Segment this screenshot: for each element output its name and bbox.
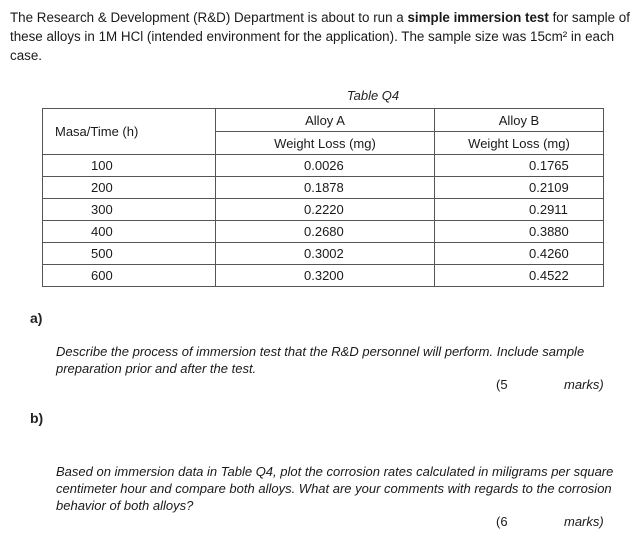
cell-time: 300 — [43, 199, 216, 221]
cell-time: 600 — [43, 265, 216, 287]
cell-time: 100 — [43, 155, 216, 177]
cell-alloy-a: 0.0026 — [216, 155, 435, 177]
header-weight-loss-b: Weight Loss (mg) — [435, 132, 604, 155]
data-table — [42, 108, 604, 287]
table-row — [43, 265, 604, 287]
header-weight-loss-a: Weight Loss (mg) — [216, 132, 435, 155]
table-row — [43, 243, 604, 265]
cell-alloy-b: 0.2109 — [435, 177, 604, 199]
cell-alloy-a: 0.3002 — [216, 243, 435, 265]
header-time: Masa/Time (h) — [43, 109, 216, 155]
header-alloy-a: Alloy A — [216, 109, 435, 132]
cell-alloy-b: 0.4522 — [435, 265, 604, 287]
question-b-label: b) — [30, 410, 44, 426]
intro-text-2: for sample of these alloys in 1M HCl (intended environment for the application). The sample size was 15cm² in each case. — [10, 10, 630, 63]
cell-alloy-b: 0.2911 — [435, 199, 604, 221]
table-row — [43, 177, 604, 199]
table-row — [43, 221, 604, 243]
question-a-marks-word: marks) — [564, 377, 604, 392]
cell-alloy-a: 0.1878 — [216, 177, 435, 199]
cell-alloy-a: 0.2680 — [216, 221, 435, 243]
cell-alloy-a: 0.3200 — [216, 265, 435, 287]
question-a-label: a) — [30, 310, 43, 326]
question-a-text: Describe the process of immersion test that the R&D personnel will perform. Include sample preparation prior and after the test. — [56, 344, 585, 376]
cell-alloy-b: 0.3880 — [435, 221, 604, 243]
question-b-marks-word: marks) — [564, 514, 604, 529]
table-header-row-1 — [43, 109, 604, 132]
cell-alloy-b: 0.4260 — [435, 243, 604, 265]
question-b-text: Based on immersion data in Table Q4, plot the corrosion rates calculated in miligrams per square centimeter hour and compare both alloys. What are your comments with regards to the corrosion behavior of both alloys? — [56, 464, 614, 513]
cell-alloy-b: 0.1765 — [435, 155, 604, 177]
cell-time: 200 — [43, 177, 216, 199]
intro-bold-text: simple immersion test — [407, 10, 549, 25]
cell-alloy-a: 0.2220 — [216, 199, 435, 221]
table-caption: Table Q4 — [346, 88, 400, 103]
intro-text-1: The Research & Development (R&D) Department is about to run a — [10, 10, 408, 25]
cell-time: 400 — [43, 221, 216, 243]
intro-paragraph — [10, 8, 634, 65]
question-b-marks-number: (6 — [496, 514, 508, 529]
cell-time: 500 — [43, 243, 216, 265]
header-alloy-b: Alloy B — [435, 109, 604, 132]
question-a-marks-number: (5 — [496, 377, 508, 392]
table-row — [43, 199, 604, 221]
table-row — [43, 155, 604, 177]
